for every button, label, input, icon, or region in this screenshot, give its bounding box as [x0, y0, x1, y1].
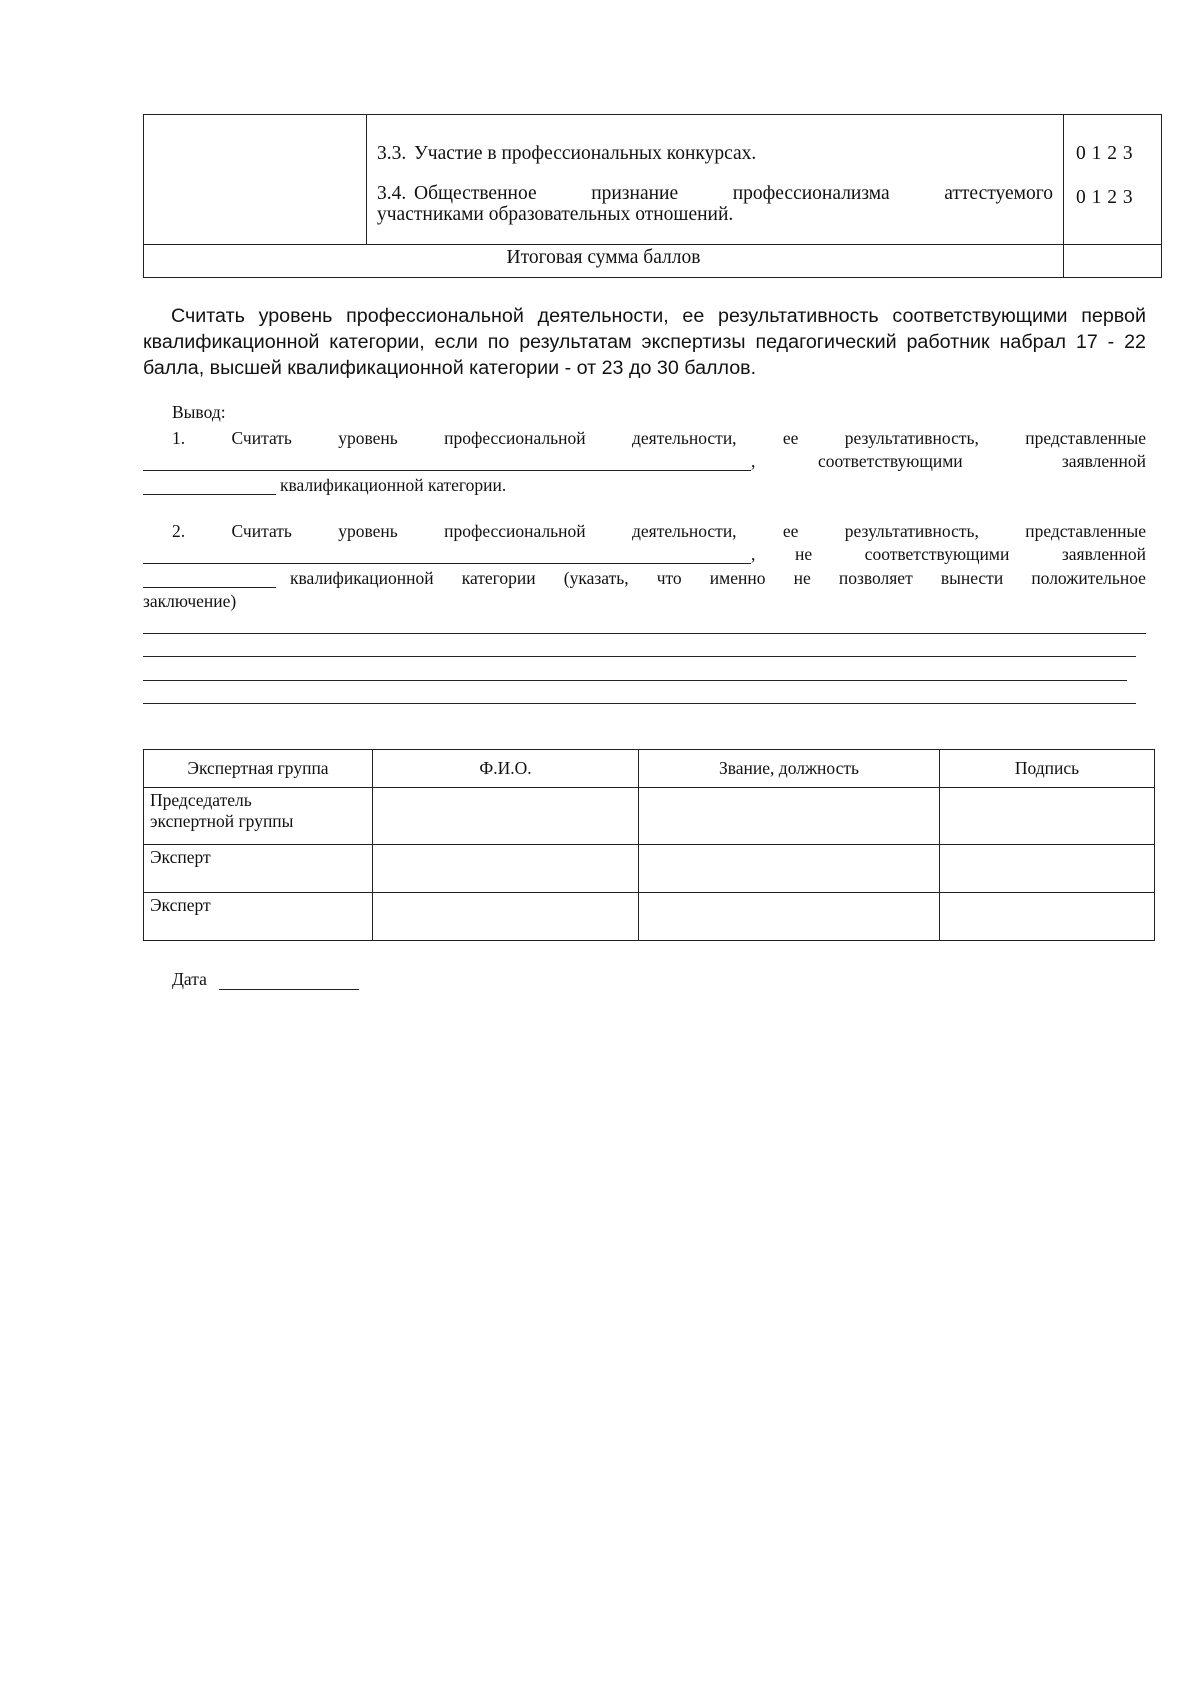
conclusion-item-2-line-4: заключение): [143, 591, 237, 611]
score-scale-3-3: 0 1 2 3: [1076, 143, 1134, 164]
role-chairman: Председатель экспертной группы: [144, 788, 373, 845]
table-row: [144, 893, 1155, 941]
full-name-cell: [373, 845, 639, 893]
conclusion-item-1-line-3: квалификационной категории.: [280, 475, 507, 495]
score-scale-3-4: 0 1 2 3: [1076, 187, 1134, 208]
reason-blank-line-1: [143, 633, 1146, 634]
reason-blank-line-4: [143, 703, 1136, 704]
reason-blank-line-2: [143, 656, 1136, 657]
criteria-items-cell: [367, 115, 1064, 245]
signature-cell: [940, 893, 1155, 941]
qualification-thresholds-paragraph: Считать уровень профессиональной деятельности, ее результативность соответствующими первой квалификационной категории, если по результатам экспертизы педагогический работник набрал 17 - 22 балла, высшей квалификационной категории - от 23 до 30 баллов.: [143, 305, 1146, 379]
total-score-value: [1064, 245, 1162, 278]
conclusion-item-1-line-2: соответствующими заявленной: [818, 451, 1146, 471]
signature-cell: [940, 788, 1155, 845]
criterion-3-4: 3.4. Общественное признание профессионализма аттестуемого участниками образовательных отношений.: [377, 183, 1053, 225]
header-expert-group: Экспертная группа: [144, 750, 373, 788]
comma-2: ,: [751, 544, 756, 564]
header-title-position: Звание, должность: [639, 750, 940, 788]
date-label: Дата: [172, 969, 207, 989]
blank-line-category-2: [143, 587, 276, 588]
title-position-cell: [639, 893, 940, 941]
conclusion-item-1-line-1: 1. Считать уровень профессиональной деятельности, ее результативность, представленные: [172, 428, 1146, 448]
date-blank-line: [219, 989, 359, 990]
expert-group-table: [143, 749, 1155, 941]
criteria-empty-cell: [144, 115, 367, 245]
criteria-table: [143, 114, 1162, 278]
title-position-cell: [639, 845, 940, 893]
conclusion-item-2-line-2: не соответствующими заявленной: [795, 544, 1146, 564]
criteria-scores-cell: [1064, 115, 1162, 245]
title-position-cell: [639, 788, 940, 845]
table-row: [144, 845, 1155, 893]
blank-line-category-1: [143, 494, 276, 495]
blank-line-presented-by-1: [143, 470, 751, 471]
role-expert: Эксперт: [144, 893, 373, 941]
blank-line-presented-by-2: [143, 563, 751, 564]
total-score-label: Итоговая сумма баллов: [144, 245, 1064, 278]
role-expert: Эксперт: [144, 845, 373, 893]
header-signature: Подпись: [940, 750, 1155, 788]
full-name-cell: [373, 788, 639, 845]
conclusion-item-2-line-3: квалификационной категории (указать, что именно не позволяет вынести положительное: [290, 568, 1146, 588]
reason-blank-line-3: [143, 680, 1127, 681]
full-name-cell: [373, 893, 639, 941]
comma-1: ,: [751, 451, 756, 471]
signature-cell: [940, 845, 1155, 893]
criterion-3-3: 3.3. Участие в профессиональных конкурсах.: [377, 143, 757, 164]
conclusion-heading: Вывод:: [172, 402, 226, 422]
header-full-name: Ф.И.О.: [373, 750, 639, 788]
conclusion-item-2-line-1: 2. Считать уровень профессиональной деятельности, ее результативность, представленные: [172, 521, 1146, 541]
table-row: [144, 788, 1155, 845]
